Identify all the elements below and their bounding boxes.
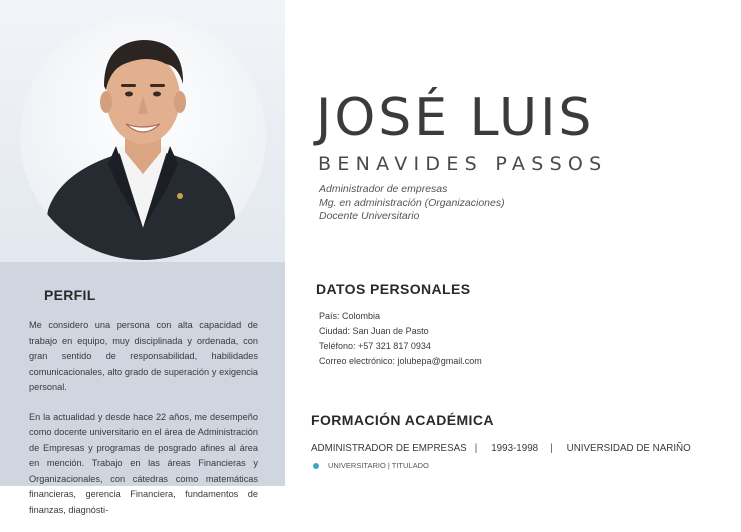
formacion-academica-heading: FORMACIÓN ACADÉMICA xyxy=(311,412,494,428)
profile-photo xyxy=(20,14,266,260)
title-line: Administrador de empresas xyxy=(319,183,448,195)
education-degree: ADMINISTRADOR DE EMPRESAS xyxy=(311,443,467,454)
datos-item-pais: País: Colombia xyxy=(319,311,381,321)
portrait-illustration xyxy=(20,14,266,260)
datos-personales-list xyxy=(319,309,482,369)
education-status xyxy=(313,461,429,470)
title-line: Mg. en administración (Organizaciones) xyxy=(319,196,505,209)
professional-titles xyxy=(319,183,505,224)
datos-item-telefono: Teléfono: +57 321 817 0934 xyxy=(319,341,431,351)
first-name: JOSÉ LUIS xyxy=(316,88,595,148)
education-status-text: UNIVERSITARIO | TITULADO xyxy=(328,461,429,470)
education-institution: UNIVERSIDAD DE NARIÑO xyxy=(566,443,691,454)
title-line: Docente Universitario xyxy=(319,210,420,222)
perfil-paragraph: Me considero una persona con alta capacidad de trabajo en equipo, muy disciplinada y ordenada, con gran sentido de responsabilidad, habilidades comunicacionales, alto grado de superación y exigencia personal. xyxy=(29,320,258,392)
datos-personales-heading: DATOS PERSONALES xyxy=(316,281,471,297)
perfil-paragraph: En la actualidad y desde hace 22 años, me desempeño como docente universitario en el área de Administración de Empresas y programas de posgrado afines al área en mención. Trabajo en las áreas Financieras y Organizacionales, con cátedras como matemáticas financieras, gerencia Financiera, fundamentos de finanzas, diagnósti- xyxy=(29,411,258,515)
perfil-body xyxy=(29,318,258,532)
last-name: BENAVIDES PASSOS xyxy=(318,153,608,175)
education-years: 1993-1998 xyxy=(491,443,539,454)
education-entry xyxy=(311,443,731,454)
perfil-heading: PERFIL xyxy=(44,287,96,303)
separator: | xyxy=(474,443,478,454)
datos-item-correo: Correo electrónico: jolubepa@gmail.com xyxy=(319,356,482,366)
datos-item-ciudad: Ciudad: San Juan de Pasto xyxy=(319,326,429,336)
bullet-dot-icon xyxy=(313,463,319,469)
separator: | xyxy=(550,443,553,454)
